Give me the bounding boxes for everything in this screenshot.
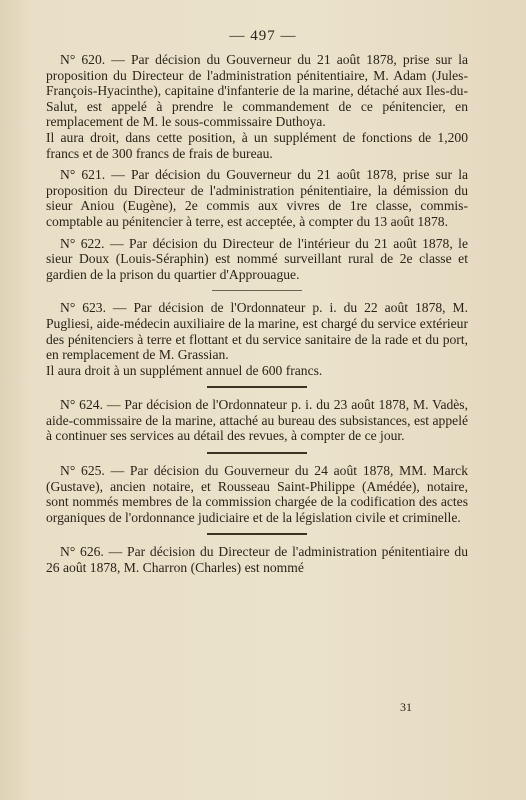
entry-text: N° 626. — Par décision du Directeur de l'administration pénitentiaire du 26 août 1878, M. Charron (Charles) est nommé	[46, 544, 468, 576]
entry-text: N° 621. — Par décision du Gouverneur du 21 août 1878, prise sur la proposition du Directeur de l'administration pénitentiaire, la démission du sieur Aniou (Eugène), 2e commis aux vivres de 1re classe, commis-comptable au pénitencier à terre, est acceptée, à compter du 13 août 1878.	[46, 167, 468, 229]
entry-625	[46, 463, 468, 525]
separator-rule	[212, 290, 302, 291]
entry-text: N° 622. — Par décision du Directeur de l'intérieur du 21 août 1878, le sieur Doux (Louis-Séraphin) est nommé surveillant rural de 2e classe et gardien de la prison du quartier d'Approuague.	[46, 235, 468, 282]
separator-rule	[207, 452, 307, 454]
signature-mark: 31	[400, 700, 412, 714]
entry-text: N° 620. — Par décision du Gouverneur du 21 août 1878, prise sur la proposition du Directeur de l'administration pénitentiaire, M. Adam (Jules-François-Hyacinthe), capitaine d'infanterie de la marine, détaché aux Iles-du-Salut, est appelé à prendre le commandement de ce pénitencier, en remplacement de M. le sous-commissaire Duthoya.	[46, 52, 468, 130]
entry-text: N° 623. — Par décision de l'Ordonnateur p. i. du 22 août 1878, M. Pugliesi, aide-médecin auxiliaire de la marine, est chargé du service extérieur des pénitenciers à terre et flottant et du service sanitaire de la rade et du port, en remplacement de M. Grassian.	[46, 300, 468, 363]
entry-624	[46, 397, 468, 444]
separator-rule	[207, 533, 307, 535]
entry-620	[46, 52, 468, 161]
separator-rule	[207, 386, 307, 388]
page-header: — 497 —	[229, 28, 297, 44]
entry-626	[46, 544, 468, 575]
entry-extra: Il aura droit, dans cette position, à un supplément de fonctions de 1,200 francs et de 300 francs de frais de bureau.	[46, 129, 468, 161]
entry-621	[46, 167, 468, 229]
entry-622	[46, 236, 468, 283]
entry-extra: Il aura droit à un supplément annuel de 600 francs.	[46, 362, 323, 378]
entry-text: N° 625. — Par décision du Gouverneur du 24 août 1878, MM. Marck (Gustave), ancien notaire, et Rousseau Saint-Philippe (Amédée), notaire, sont nommés membres de la commission chargée de la codification des actes organiques de l'ordonnance judiciaire et de la législation civile et criminelle.	[46, 463, 468, 525]
entry-623	[46, 300, 468, 378]
entry-text: N° 624. — Par décision de l'Ordonnateur p. i. du 23 août 1878, M. Vadès, aide-commissaire de la marine, attaché au bureau des subsistances, est appelé à continuer ses services au détail des revues, à compter de ce jour.	[46, 397, 468, 444]
page-content	[46, 52, 468, 576]
